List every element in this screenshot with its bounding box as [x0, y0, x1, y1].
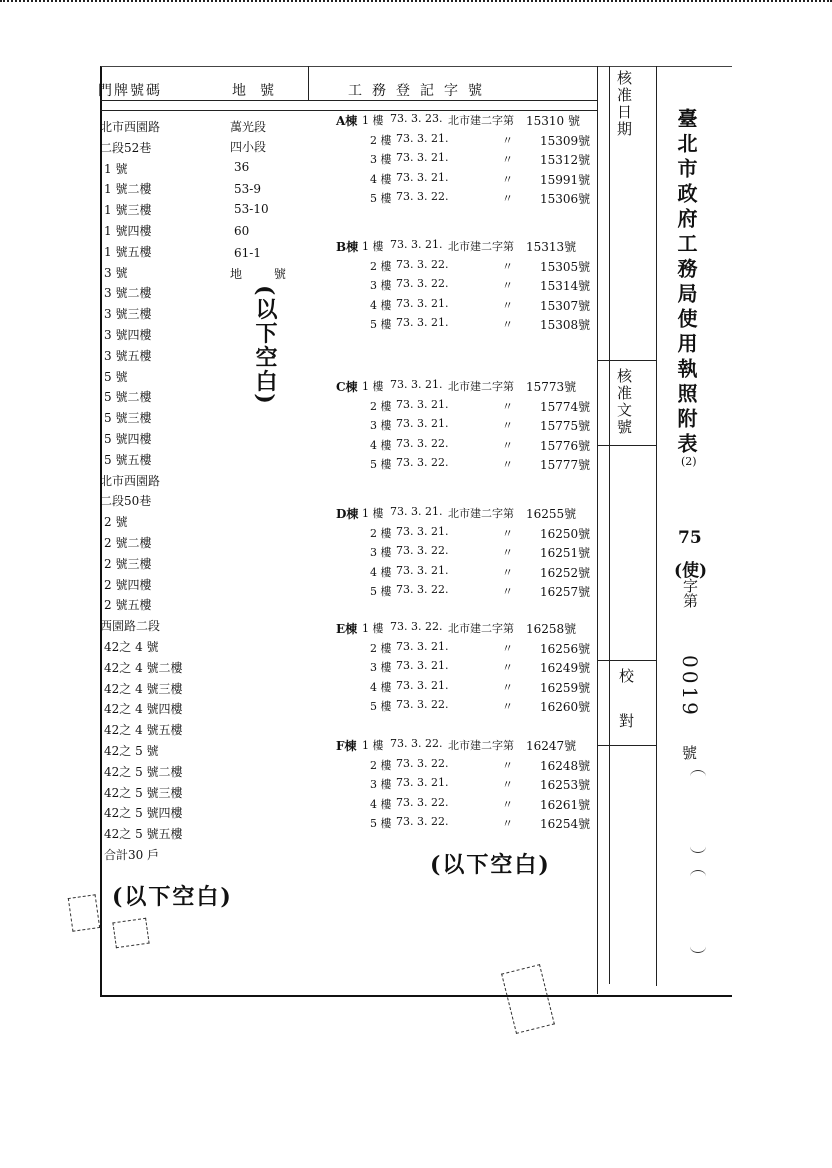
reg-date: 73. 3. 22.: [396, 698, 449, 711]
reg-floor: 1 樓: [362, 739, 384, 752]
reg-num: 16253號: [540, 778, 591, 792]
lot-item: 53-10: [234, 202, 269, 216]
reg-floor: 5 樓: [370, 585, 392, 598]
license-hao: 號: [682, 744, 698, 762]
address-row: 2 號五樓: [104, 598, 152, 613]
reg-office: 〃: [502, 438, 513, 452]
reg-office: 北市建二字第: [448, 240, 514, 253]
reg-floor: 3 樓: [370, 419, 392, 432]
reg-num: 15775號: [540, 419, 591, 433]
reg-num: 15306號: [540, 192, 591, 206]
reg-floor: 4 樓: [370, 797, 392, 811]
lot-item: 地 號: [230, 267, 300, 281]
reg-date: 73. 3. 21.: [396, 316, 449, 329]
reg-date: 73. 3. 21.: [396, 170, 449, 184]
reg-floor: 3 樓: [370, 279, 392, 292]
reg-num: 15309號: [540, 133, 591, 148]
reg-num: 15312號: [540, 153, 591, 167]
reg-office: 〃: [502, 817, 513, 830]
reg-date: 73. 3. 22.: [396, 583, 449, 596]
address-row: 5 號二樓: [104, 390, 152, 405]
reg-num: 15313號: [526, 240, 577, 254]
approve-rule-1: [598, 360, 656, 361]
reg-date: 73. 3. 21.: [390, 378, 443, 391]
reg-floor: 4 樓: [370, 172, 392, 186]
reg-floor: 4 樓: [370, 438, 392, 452]
reg-date: 73. 3. 22.: [396, 756, 449, 770]
reg-code: E棟: [336, 622, 358, 636]
header-approve-doc: 核准文號: [615, 368, 633, 436]
reg-num: 16247號: [526, 739, 577, 753]
header-rule: [100, 100, 598, 101]
margin-arc: [690, 840, 706, 853]
reg-office: 〃: [502, 700, 513, 713]
reg-office: 北市建二字第: [448, 739, 514, 752]
reg-date: 73. 3. 22.: [396, 436, 449, 450]
reg-office: 北市建二字第: [448, 114, 514, 127]
reg-floor: 5 樓: [370, 192, 392, 205]
reg-office: 〃: [502, 192, 513, 205]
reg-floor: 1 樓: [362, 240, 384, 253]
reg-floor: 2 樓: [370, 259, 392, 273]
reg-num: 15777號: [540, 458, 591, 472]
reg-date: 73. 3. 23.: [390, 112, 443, 125]
reg-num: 15307號: [540, 298, 591, 313]
reg-num: 16261號: [540, 797, 591, 812]
reg-office: 〃: [502, 758, 513, 772]
address-row: 西園路二段: [100, 619, 161, 634]
reg-date: 73. 3. 21.: [396, 639, 449, 653]
reg-floor: 2 樓: [370, 399, 392, 413]
reg-date: 73. 3. 21.: [396, 524, 449, 538]
address-row: 42之 4 號五樓: [104, 723, 183, 738]
reg-date: 73. 3. 21.: [390, 505, 443, 518]
reg-date: 73. 3. 22.: [396, 544, 449, 557]
blank-vertical: (以下空白): [252, 285, 278, 406]
reg-date: 73. 3. 22.: [396, 795, 449, 809]
reg-floor: 2 樓: [370, 133, 392, 147]
address-row: 42之 5 號四樓: [104, 806, 183, 821]
reg-floor: 4 樓: [370, 565, 392, 579]
address-row: 合計30 戶: [104, 848, 160, 862]
reg-num: 15991號: [540, 172, 591, 187]
reg-num: 15308號: [540, 318, 591, 332]
license-type: (使): [674, 561, 708, 581]
address-row: 北市西園路: [100, 473, 161, 488]
reg-date: 73. 3. 22.: [390, 737, 443, 750]
reg-office: 〃: [502, 526, 513, 540]
margin-arc: [690, 940, 706, 953]
header-address: 門牌號碼: [98, 83, 162, 99]
address-row: 1 號二樓: [104, 182, 152, 197]
address-row: 1 號五樓: [104, 244, 152, 259]
address-row: 2 號二樓: [104, 536, 152, 550]
approve-rule-2: [598, 445, 656, 446]
reg-num: 15773號: [526, 380, 577, 394]
reg-floor: 5 樓: [370, 318, 392, 331]
seal-stamp: [68, 894, 100, 932]
col-divider-approve: [656, 66, 657, 986]
reg-office: 〃: [502, 585, 513, 598]
address-row: 42之 5 號: [104, 744, 159, 758]
col-divider-address: [308, 66, 309, 100]
reg-num: 15305號: [540, 259, 591, 274]
reg-office: 〃: [502, 641, 513, 655]
blank-note-right: (以下空白): [430, 852, 551, 878]
seal-stamp: [112, 918, 149, 948]
reg-office: 北市建二字第: [448, 622, 514, 635]
address-row: 3 號二樓: [104, 286, 152, 301]
reg-office: 〃: [502, 259, 513, 273]
margin-arc: [690, 870, 706, 883]
license-number: 0019: [678, 655, 702, 718]
reg-num: 15310 號: [526, 114, 580, 128]
reg-floor: 5 樓: [370, 817, 392, 830]
address-row: 二段52巷: [100, 140, 152, 155]
page-number: (2): [681, 455, 697, 468]
reg-office: 〃: [502, 133, 513, 147]
reg-date: 73. 3. 22.: [396, 456, 449, 469]
reg-office: 〃: [502, 172, 513, 186]
reg-floor: 2 樓: [370, 758, 392, 772]
address-row: 1 號三樓: [104, 203, 152, 218]
reg-floor: 5 樓: [370, 458, 392, 471]
reg-date: 73. 3. 22.: [396, 277, 449, 290]
reg-office: 〃: [502, 419, 513, 432]
reg-num: 16252號: [540, 565, 591, 580]
reg-floor: 3 樓: [370, 546, 392, 559]
reg-num: 16248號: [540, 758, 591, 773]
reg-date: 73. 3. 22.: [396, 257, 449, 271]
reg-num: 16260號: [540, 700, 591, 714]
address-row: 1 號四樓: [104, 224, 152, 238]
lot-item: 萬光段: [230, 120, 267, 134]
margin-arc: [690, 770, 706, 783]
reg-floor: 1 樓: [362, 622, 384, 635]
reg-num: 16255號: [526, 507, 577, 521]
reg-floor: 1 樓: [362, 507, 384, 520]
reg-floor: 2 樓: [370, 641, 392, 655]
reg-date: 73. 3. 21.: [396, 296, 449, 310]
reg-floor: 1 樓: [362, 380, 384, 393]
reg-office: 〃: [502, 399, 513, 413]
reg-num: 15776號: [540, 438, 591, 453]
reg-office: 〃: [502, 458, 513, 471]
reg-num: 16257號: [540, 585, 591, 599]
reg-date: 73. 3. 21.: [396, 776, 449, 789]
reg-floor: 2 樓: [370, 526, 392, 540]
col-divider-inner: [609, 66, 610, 984]
reg-floor: 3 樓: [370, 153, 392, 166]
address-row: 42之 4 號二樓: [104, 660, 183, 675]
blank-note-left: (以下空白): [112, 884, 233, 910]
header-rule-2: [100, 110, 598, 111]
reg-office: 〃: [502, 565, 513, 579]
reg-office: 〃: [502, 153, 513, 166]
reg-code: F棟: [336, 739, 357, 753]
address-row: 2 號四樓: [104, 577, 152, 592]
address-row: 42之 4 號: [104, 640, 159, 654]
reg-office: 〃: [502, 546, 513, 559]
address-row: 5 號四樓: [104, 432, 152, 446]
reg-num: 16251號: [540, 546, 591, 560]
reg-num: 16259號: [540, 680, 591, 695]
address-row: 42之 5 號五樓: [104, 827, 183, 842]
address-row: 42之 4 號四樓: [104, 702, 183, 717]
reg-date: 73. 3. 21.: [396, 397, 449, 411]
address-row: 二段50巷: [100, 494, 152, 509]
reg-num: 15774號: [540, 399, 591, 414]
reg-num: 16249號: [540, 661, 591, 675]
reg-office: 〃: [502, 661, 513, 674]
reg-num: 16250號: [540, 526, 591, 541]
reg-code: D棟: [336, 507, 359, 521]
address-row: 42之 5 號二樓: [104, 764, 183, 779]
address-row: 3 號: [104, 265, 128, 280]
address-row: 5 號五樓: [104, 452, 152, 467]
address-row: 5 號: [104, 369, 128, 384]
reg-date: 73. 3. 22.: [390, 620, 443, 633]
address-row: 42之 5 號三樓: [104, 785, 183, 800]
reg-num: 16258號: [526, 622, 577, 636]
address-row: 3 號五樓: [104, 348, 152, 363]
reg-date: 73. 3. 21.: [396, 563, 449, 577]
reg-floor: 3 樓: [370, 661, 392, 674]
lot-item: 60: [234, 224, 250, 238]
reg-code: A棟: [336, 114, 358, 128]
reg-date: 73. 3. 21.: [396, 417, 449, 430]
address-row: 3 號四樓: [104, 328, 152, 342]
top-dotted-border: [0, 0, 832, 7]
reg-num: 15314號: [540, 279, 591, 293]
address-row: 2 號三樓: [104, 556, 152, 571]
approve-rule-3: [598, 660, 656, 661]
reg-office: 〃: [502, 797, 513, 811]
reg-date: 73. 3. 21.: [396, 659, 449, 672]
reg-code: B棟: [336, 240, 359, 254]
address-row: 42之 4 號三樓: [104, 681, 183, 696]
reg-office: 北市建二字第: [448, 507, 514, 520]
header-check: 校對: [617, 668, 635, 758]
reg-office: 〃: [502, 680, 513, 694]
reg-floor: 4 樓: [370, 298, 392, 312]
reg-office: 北市建二字第: [448, 380, 514, 393]
address-row: 5 號三樓: [104, 411, 152, 426]
col-divider-reg: [597, 66, 598, 994]
reg-office: 〃: [502, 298, 513, 312]
address-row: 2 號: [104, 515, 128, 530]
reg-code: C棟: [336, 380, 358, 394]
address-row: 1 號: [104, 161, 128, 176]
header-approve-date: 核准日期: [615, 70, 633, 138]
lot-item: 53-9: [234, 182, 261, 196]
form-title: 臺北市政府工務局使用執照附表: [674, 108, 698, 458]
reg-date: 73. 3. 22.: [396, 815, 449, 828]
header-lot: 地號: [232, 83, 288, 99]
reg-floor: 3 樓: [370, 778, 392, 791]
reg-date: 73. 3. 21.: [396, 151, 449, 164]
reg-date: 73. 3. 21.: [396, 131, 449, 145]
reg-floor: 4 樓: [370, 680, 392, 694]
reg-office: 〃: [502, 279, 513, 292]
reg-num: 16256號: [540, 641, 591, 656]
reg-num: 16254號: [540, 817, 591, 831]
lot-item: 36: [234, 160, 250, 174]
reg-date: 73. 3. 22.: [396, 190, 449, 203]
license-char-di: 字第: [681, 578, 699, 608]
header-registration: 工務登記字號: [348, 83, 492, 99]
reg-floor: 1 樓: [362, 114, 384, 127]
address-row: 北市西園路: [100, 120, 161, 134]
address-row: 3 號三樓: [104, 307, 152, 322]
license-year: 75: [678, 528, 702, 548]
reg-date: 73. 3. 21.: [396, 678, 449, 692]
reg-date: 73. 3. 21.: [390, 238, 443, 251]
lot-item: 四小段: [230, 140, 267, 154]
lot-item: 61-1: [234, 246, 261, 260]
reg-office: 〃: [502, 778, 513, 791]
reg-office: 〃: [502, 318, 513, 331]
reg-floor: 5 樓: [370, 700, 392, 713]
